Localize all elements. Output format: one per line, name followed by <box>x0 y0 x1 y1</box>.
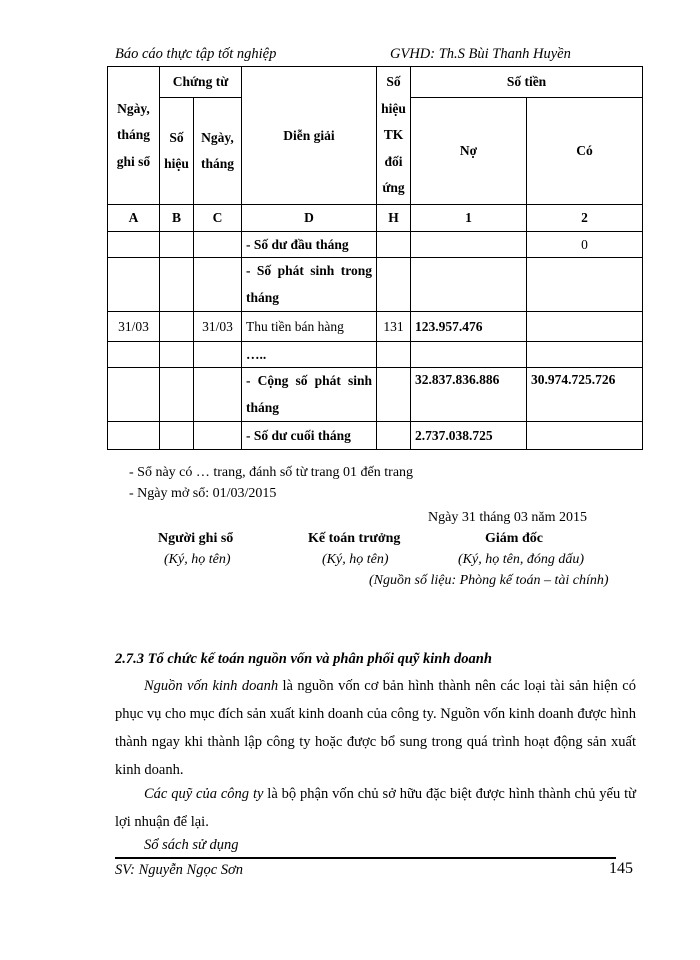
chief-accountant-title: Kế toán trưởng <box>308 531 401 546</box>
row-credit <box>527 312 643 342</box>
row-voucher-date <box>194 258 242 312</box>
note-open-date: - Ngày mở sổ: 01/03/2015 <box>129 486 277 501</box>
code-cell: H <box>377 205 411 232</box>
row-date <box>108 368 160 422</box>
code-cell: 1 <box>411 205 527 232</box>
row-voucher-date <box>194 342 242 368</box>
paragraph-funds-text: là bộ phận vốn chủ sở hữu đặc biệt được hình thành chủ yếu từ lợi nhuận để lại. <box>115 786 636 830</box>
row-voucher-no <box>160 342 194 368</box>
row-account <box>377 342 411 368</box>
row-credit: 30.974.725.726 <box>527 368 643 422</box>
row-voucher-no <box>160 422 194 450</box>
row-voucher-date <box>194 422 242 450</box>
paragraph-capital-text: là nguồn vốn cơ bản hình thành nên các loại tài sản hiện có phục vụ cho mục đích sản xuất kinh doanh của công ty. Nguồn vốn kinh doanh được hình thành ngay khi thành lập công ty hoặc được bổ sung trong quá trình hoạt động sản xuất kinh doanh. <box>115 678 636 778</box>
row-voucher-date: 31/03 <box>194 312 242 342</box>
section-heading: 2.7.3 Tổ chức kế toán nguồn vốn và phân phối quỹ kinh doanh <box>115 651 492 667</box>
row-description: - Số phát sinh trong tháng <box>242 258 377 312</box>
row-voucher-date <box>194 368 242 422</box>
header-account: Số hiệu TK đối ứng <box>377 67 411 205</box>
row-voucher-no <box>160 368 194 422</box>
ledger-table <box>107 66 643 450</box>
subheading-books: Sổ sách sử dụng <box>144 837 239 853</box>
row-debit <box>411 232 527 258</box>
footer-student: SV: Nguyễn Ngọc Sơn <box>115 862 244 878</box>
row-voucher-no <box>160 258 194 312</box>
data-source: (Nguồn số liệu: Phòng kế toán – tài chính) <box>369 573 609 588</box>
code-cell: 2 <box>527 205 643 232</box>
table-row <box>108 342 643 368</box>
row-account <box>377 232 411 258</box>
term-capital: Nguồn vốn kinh doanh <box>144 678 279 694</box>
row-description: - Cộng số phát sinh tháng <box>242 368 377 422</box>
row-credit <box>527 342 643 368</box>
row-date <box>108 342 160 368</box>
row-description: Thu tiền bán hàng <box>242 312 377 342</box>
row-description: - Số dư đầu tháng <box>242 232 377 258</box>
term-funds: Các quỹ của công ty <box>144 786 264 802</box>
row-debit: 32.837.836.886 <box>411 368 527 422</box>
header-credit: Có <box>527 98 643 205</box>
code-cell: D <box>242 205 377 232</box>
row-credit <box>527 258 643 312</box>
header-advisor: GVHD: Th.S Bùi Thanh Huyền <box>390 46 571 62</box>
table-row <box>108 232 643 258</box>
row-debit <box>411 342 527 368</box>
director-sub: (Ký, họ tên, đóng dấu) <box>458 552 584 567</box>
director-title: Giám đốc <box>485 531 543 546</box>
row-voucher-no <box>160 232 194 258</box>
row-credit <box>527 422 643 450</box>
date-line: Ngày 31 tháng 03 năm 2015 <box>428 510 588 525</box>
page-header <box>115 44 638 67</box>
header-voucher-no: Số hiệu <box>160 98 194 205</box>
page-footer <box>115 857 633 885</box>
row-voucher-date <box>194 232 242 258</box>
recorder-title: Người ghi sổ <box>158 531 234 546</box>
code-cell: C <box>194 205 242 232</box>
row-date <box>108 232 160 258</box>
row-date <box>108 258 160 312</box>
row-account <box>377 258 411 312</box>
note-pages: - Sổ này có … trang, đánh số từ trang 01 đến trang <box>129 465 414 480</box>
row-account <box>377 368 411 422</box>
row-voucher-no <box>160 312 194 342</box>
row-debit <box>411 258 527 312</box>
code-cell: B <box>160 205 194 232</box>
header-amount: Số tiền <box>411 67 643 98</box>
header-voucher-date: Ngày, tháng <box>194 98 242 205</box>
row-debit: 2.737.038.725 <box>411 422 527 450</box>
table-row <box>108 422 643 450</box>
recorder-sub: (Ký, họ tên) <box>164 552 231 567</box>
table-row <box>108 368 643 422</box>
row-date: 31/03 <box>108 312 160 342</box>
row-account: 131 <box>377 312 411 342</box>
header-voucher: Chứng từ <box>160 67 242 98</box>
header-date-recorded: Ngày, tháng ghi sổ <box>108 67 160 205</box>
row-debit: 123.957.476 <box>411 312 527 342</box>
row-date <box>108 422 160 450</box>
row-account <box>377 422 411 450</box>
page-number: 145 <box>609 860 633 877</box>
paragraph-capital <box>115 672 636 784</box>
chief-accountant-sub: (Ký, họ tên) <box>322 552 389 567</box>
table-code-row <box>108 205 643 232</box>
paragraph-funds <box>115 780 636 836</box>
header-debit: Nợ <box>411 98 527 205</box>
row-description: ….. <box>242 342 377 368</box>
row-description: - Số dư cuối tháng <box>242 422 377 450</box>
table-row <box>108 258 643 312</box>
header-description: Diễn giải <box>242 67 377 205</box>
header-report-title: Báo cáo thực tập tốt nghiệp <box>115 46 277 62</box>
row-credit: 0 <box>527 232 643 258</box>
code-cell: A <box>108 205 160 232</box>
table-row <box>108 312 643 342</box>
